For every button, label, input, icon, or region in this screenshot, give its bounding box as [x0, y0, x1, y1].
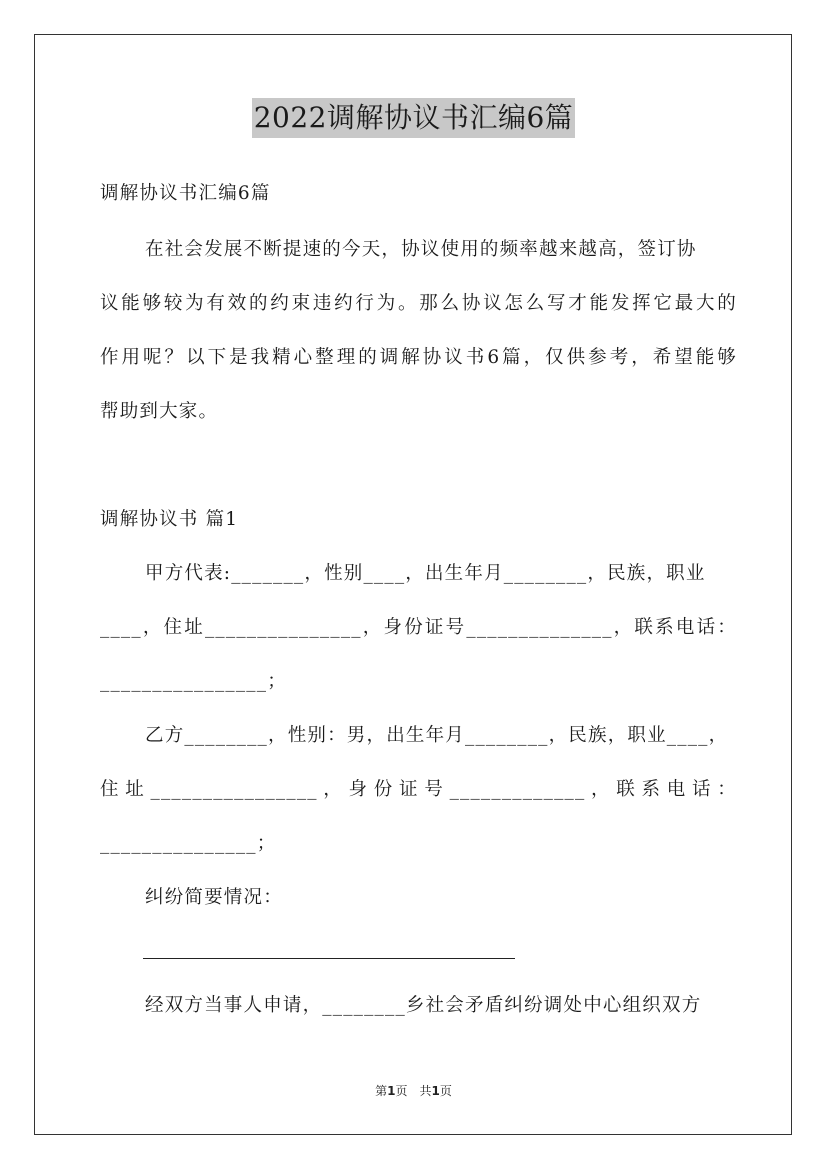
- section-heading: 调解协议书 篇1: [100, 509, 239, 530]
- footer-page-prefix: 第: [375, 1084, 388, 1098]
- footer-page-suffix: 页: [439, 1084, 452, 1098]
- intro-line-4: 帮助到大家。: [100, 401, 219, 422]
- party-b-line-3: _______________；: [100, 833, 277, 854]
- page-footer: [0, 1083, 827, 1099]
- party-a-line-2: ____，住址_______________，身份证号______________，联系电话：: [100, 617, 737, 638]
- intro-line-1: 在社会发展不断提速的今天，协议使用的频率越来越高，签订协: [145, 239, 697, 260]
- intro-line-3: 作用呢？以下是我精心整理的调解协议书6篇，仅供参考，希望能够: [100, 347, 737, 368]
- closing-line: 经双方当事人申请，________乡社会矛盾纠纷调处中心组织双方: [145, 995, 702, 1016]
- footer-page-number: 1: [387, 1084, 396, 1098]
- party-b-line-1: 乙方________，性别：男，出生年月________，民族，职业____，: [145, 725, 729, 746]
- intro-line-2: 议能够较为有效的约束违约行为。那么协议怎么写才能发挥它最大的: [100, 293, 737, 314]
- party-b-line-2: 住址________________，身份证号_____________，联系电话：: [100, 779, 737, 800]
- party-a-line-1: 甲方代表:_______，性别____，出生年月________，民族，职业: [145, 563, 706, 584]
- title-container: [0, 98, 827, 138]
- document-subtitle: 调解协议书汇编6篇: [100, 183, 271, 204]
- party-a-line-3: ________________；: [100, 671, 287, 692]
- dispute-blank-line: [143, 958, 515, 959]
- document-title: 2022调解协议书汇编6篇: [252, 98, 576, 138]
- dispute-label: 纠纷简要情况：: [145, 887, 283, 908]
- footer-page-mid: 页 共: [395, 1084, 432, 1098]
- footer-page-total: 1: [431, 1084, 440, 1098]
